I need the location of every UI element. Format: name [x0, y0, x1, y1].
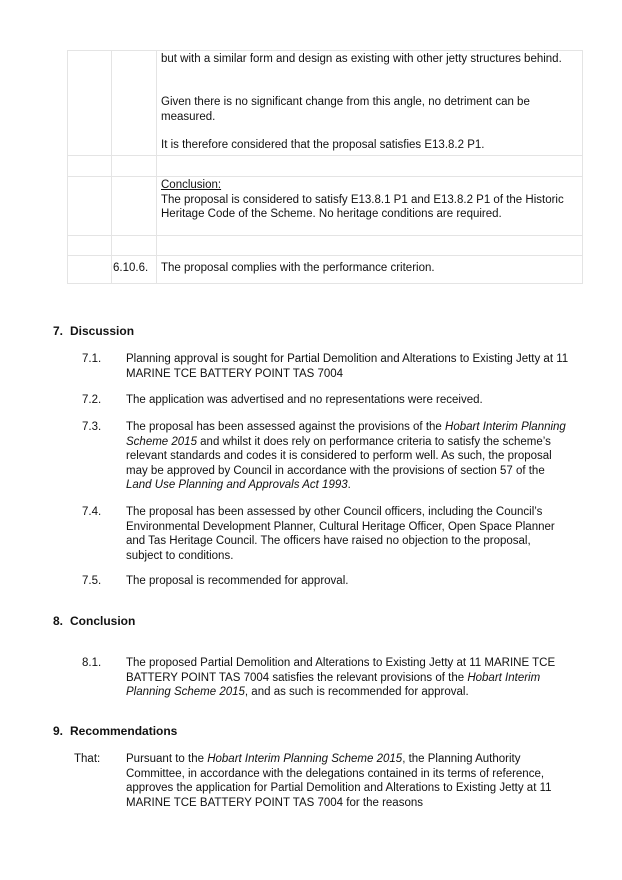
- item-number: 7.4.: [82, 506, 102, 518]
- item-text: The proposal is recommended for approval.: [126, 575, 349, 587]
- table-row-divider: [67, 255, 583, 256]
- item-number: 7.3.: [82, 421, 102, 433]
- row-number: 6.10.6.: [113, 262, 149, 274]
- item-text: Planning approval is sought for Partial Demolition and Alterations to Existing Jetty at 11 MARINE TCE BATTERY POINT TAS 7004: [126, 353, 569, 380]
- section-number: 8.: [53, 614, 64, 628]
- section-heading-conclusion: [53, 614, 453, 630]
- table-row-divider: [67, 50, 583, 51]
- item-text: The application was advertised and no representations were received.: [126, 394, 483, 406]
- table-row-divider: [67, 235, 583, 236]
- table-paragraph: It is therefore considered that the proposal satisfies E13.8.2 P1.: [161, 139, 485, 151]
- table-column-divider: [156, 50, 157, 284]
- section-number: 9.: [53, 724, 64, 738]
- table-border-right: [582, 50, 583, 284]
- recommendation-text: Pursuant to the Hobart Interim Planning Scheme 2015, the Planning Authority Committee, in accordance with the delegations contained in its terms of reference, approves the application for Partial Demolition and Alterations to Existing Jetty at 11 MARINE TCE BATTERY POINT TAS 7004 for the reasons: [126, 753, 552, 809]
- item-text: The proposed Partial Demolition and Alterations to Existing Jetty at 11 MARINE TCE BATTERY POINT TAS 7004 satisfies the relevant provisions of the Hobart Interim Planning Scheme 2015, and as such is recommended for approval.: [126, 657, 556, 698]
- row-text: The proposal complies with the performance criterion.: [161, 262, 435, 274]
- table-row-divider: [67, 155, 583, 156]
- section-title: Discussion: [70, 324, 135, 338]
- section-heading-discussion: [53, 324, 453, 340]
- table-paragraph: but with a similar form and design as existing with other jetty structures behind.: [161, 53, 562, 65]
- table-border-bottom: [67, 283, 583, 284]
- table-column-divider: [111, 50, 112, 284]
- assessment-table: [67, 50, 583, 284]
- item-text: The proposal has been assessed by other Council officers, including the Council’s Environmental Development Planner, Cultural Heritage Officer, Open Space Planner and Tas Heritage Council. The officers have raised no objection to the proposal, subject to conditions.: [126, 506, 555, 562]
- item-text: The proposal has been assessed against the provisions of the Hobart Interim Planning Scheme 2015 and whilst it does rely on performance criteria to satisfy the scheme’s relevant standards and codes it is considered to perform well. As such, the proposal may be approved by Council in accordance with the provisions of section 57 of the Land Use Planning and Approvals Act 1993.: [126, 421, 566, 491]
- table-conclusion: [161, 178, 571, 222]
- table-row-divider: [67, 176, 583, 177]
- item-number: 7.5.: [82, 575, 102, 587]
- item-number: 7.2.: [82, 394, 102, 406]
- item-number: 8.1.: [82, 657, 102, 669]
- section-title: Recommendations: [70, 724, 178, 738]
- table-paragraph: Given there is no significant change from this angle, no detriment can be measured.: [161, 96, 530, 123]
- item-number: 7.1.: [82, 353, 102, 365]
- section-title: Conclusion: [70, 614, 136, 628]
- that-label: That:: [74, 753, 101, 765]
- table-border-left: [67, 50, 68, 284]
- conclusion-heading: Conclusion:: [161, 179, 222, 191]
- conclusion-text: The proposal is considered to satisfy E13.8.1 P1 and E13.8.2 P1 of the Historic Heritage Code of the Scheme. No heritage conditions are required.: [161, 193, 564, 220]
- section-heading-recommendations: [53, 724, 453, 740]
- section-number: 7.: [53, 324, 64, 338]
